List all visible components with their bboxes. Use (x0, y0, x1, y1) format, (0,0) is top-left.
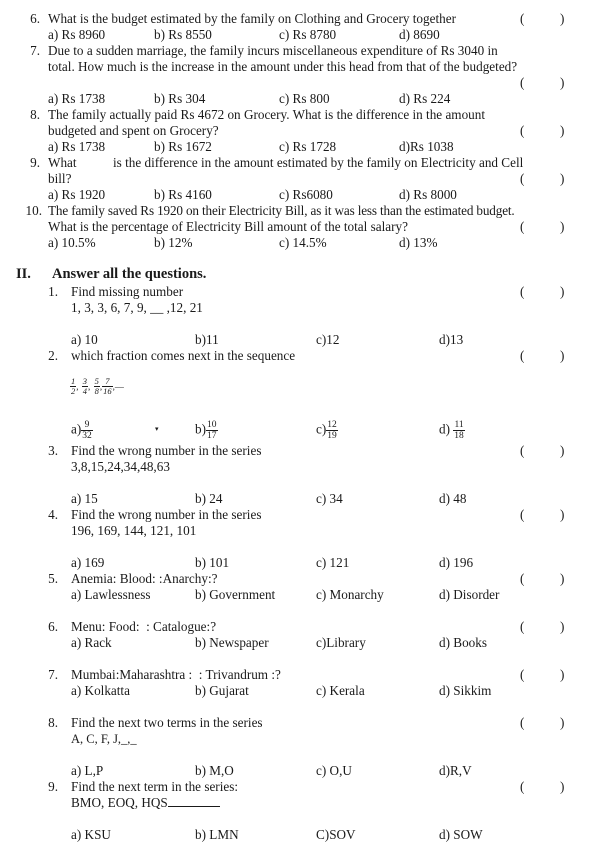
option-b: b) M,O (195, 763, 234, 778)
question-text: which fraction comes next in the sequence (71, 348, 296, 363)
question-text-line-2: What is the percentage of Electricity Bill amount of the total salary? (48, 219, 408, 234)
option-c: c) Rs6080 (279, 187, 333, 202)
question-number: 2. (48, 348, 58, 363)
option-c: c) 121 (316, 555, 350, 570)
number-series: 3,8,15,24,34,48,63 (71, 459, 170, 474)
option-b: b) $\frac{10}{17}$ (195, 420, 217, 441)
option-a: a) Rs 8960 (48, 27, 106, 42)
option-b: b) 101 (195, 555, 230, 570)
question-text: Find the next term in the series: (71, 779, 239, 794)
option-d: d) $\frac{11}{18}$ (439, 420, 464, 441)
question-number: 4. (48, 507, 58, 522)
option-b: b)11 (195, 332, 219, 347)
option-d: d) 196 (439, 555, 474, 570)
question-text: What is the budget estimated by the family on Clothing and Grocery together (48, 11, 456, 26)
option-d: d) Books (439, 635, 487, 650)
option-a: a) 10 (71, 332, 98, 347)
option-d: d)R,V (439, 763, 472, 778)
option-b: b) Newspaper (195, 635, 269, 650)
question-text: Find the wrong number in the series (71, 507, 262, 522)
option-d: d) Disorder (439, 587, 500, 602)
analogy-text: Mumbai:Maharashtra : : Trivandrum :? (71, 667, 281, 682)
analogy-text: Anemia: Blood: :Anarchy:? (71, 571, 218, 586)
option-c: c)Library (316, 635, 366, 650)
question-text-line-2: budgeted and spent on Grocery? (48, 123, 219, 138)
option-b: b) Gujarat (195, 683, 249, 698)
option-a: a) KSU (71, 827, 111, 842)
option-c: c) 34 (316, 491, 343, 506)
option-d: d) 13% (399, 235, 438, 250)
section-numeral: II. (16, 266, 31, 282)
option-a: a) 10.5% (48, 235, 96, 250)
option-b: b) Rs 8550 (154, 27, 212, 42)
option-b: b) Government (195, 587, 276, 602)
question-text: Find the wrong number in the series (71, 443, 262, 458)
letter-series: A, C, F, J,_,_ (71, 732, 137, 746)
question-number: 6. (30, 11, 40, 26)
option-b: b) Rs 1672 (154, 139, 212, 154)
number-series: 1, 3, 3, 6, 7, 9, __ ,12, 21 (71, 300, 203, 315)
option-d: d) Rs 224 (399, 91, 451, 106)
question-number: 1. (48, 284, 58, 299)
question-text-line-2: bill? (48, 171, 72, 186)
option-c: c) Rs 1728 (279, 139, 337, 154)
question-number: 9. (48, 779, 58, 794)
question-number: 7. (48, 667, 58, 682)
question-text-line-1: Due to a sudden marriage, the family incurs miscellaneous expenditure of Rs 3040 in (48, 43, 498, 58)
option-a: a) 169 (71, 555, 105, 570)
option-b: b) LMN (195, 827, 239, 842)
option-a: a) Rs 1738 (48, 139, 106, 154)
option-a: a) 15 (71, 491, 98, 506)
question-text: Find the next two terms in the series (71, 715, 263, 730)
option-a: a) Rack (71, 635, 112, 650)
option-b: b) 12% (154, 235, 193, 250)
option-c: c) $\frac{12}{19}$ (316, 420, 337, 441)
option-d: d) Sikkim (439, 683, 492, 698)
option-a: a) $\frac{9}{32}$ (71, 420, 92, 441)
answer-blank (168, 795, 220, 807)
option-d: d) 48 (439, 491, 467, 506)
option-c: c) 14.5% (279, 235, 327, 250)
letter-series: BMO, EOQ, HQS (71, 795, 220, 811)
fraction: $\frac{7}{16}$ (103, 376, 112, 396)
fraction: $\frac{5}{8}$ (94, 376, 99, 396)
question-number: 10. (25, 203, 42, 218)
stray-mark: ▾ (155, 425, 159, 433)
option-c: c) Rs 8780 (279, 27, 337, 42)
question-number: 8. (30, 107, 40, 122)
fraction: $\frac{1}{2}$ (71, 376, 76, 396)
question-number: 9. (30, 155, 40, 170)
option-d: d) Rs 8000 (399, 187, 457, 202)
option-d: d)Rs 1038 (399, 139, 454, 154)
option-c: c) Kerala (316, 683, 365, 698)
option-a: a) Lawlessness (71, 587, 151, 602)
option-d: d) SOW (439, 827, 483, 842)
question-number: 5. (48, 571, 58, 586)
option-d: d) 8690 (399, 27, 440, 42)
fraction-sequence: $\frac{1}{2}$ , $\frac{3}{4}$ , $\frac{5}{8}$ , $\frac{7}{16}$ ,— (71, 376, 124, 396)
question-text-line-1: The family saved Rs 1920 on their Electricity Bill, as it was less than the estimated budget. (48, 203, 515, 218)
question-number: 8. (48, 715, 58, 730)
section-title: Answer all the questions. (52, 266, 207, 282)
option-c: C)SOV (316, 827, 356, 842)
analogy-text: Menu: Food: : Catalogue:? (71, 619, 217, 634)
question-number: 7. (30, 43, 40, 58)
question-text-line-1: is the difference in the amount estimated by the family on Electricity and Cell (113, 155, 524, 170)
option-c: c) Monarchy (316, 587, 384, 602)
option-a: a) Rs 1738 (48, 91, 106, 106)
option-a: a) L,P (71, 763, 104, 778)
fraction: $\frac{3}{4}$ (82, 376, 88, 396)
question-text-word: What (48, 155, 77, 170)
number-series: 196, 169, 144, 121, 101 (71, 523, 197, 538)
option-d: d)13 (439, 332, 464, 347)
question-number: 6. (48, 619, 58, 634)
option-a: a) Kolkatta (71, 683, 130, 698)
option-c: c) Rs 800 (279, 91, 330, 106)
option-c: c) O,U (316, 763, 352, 778)
option-b: b) 24 (195, 491, 223, 506)
question-text-line-1: The family actually paid Rs 4672 on Grocery. What is the difference in the amount (48, 107, 486, 122)
question-number: 3. (48, 443, 58, 458)
option-b: b) Rs 4160 (154, 187, 212, 202)
option-b: b) Rs 304 (154, 91, 206, 106)
question-text: Find missing number (71, 284, 184, 299)
option-c: c)12 (316, 332, 340, 347)
question-text-line-2: total. How much is the increase in the amount under this head from that of the budgeted? (48, 59, 518, 74)
option-a: a) Rs 1920 (48, 187, 106, 202)
